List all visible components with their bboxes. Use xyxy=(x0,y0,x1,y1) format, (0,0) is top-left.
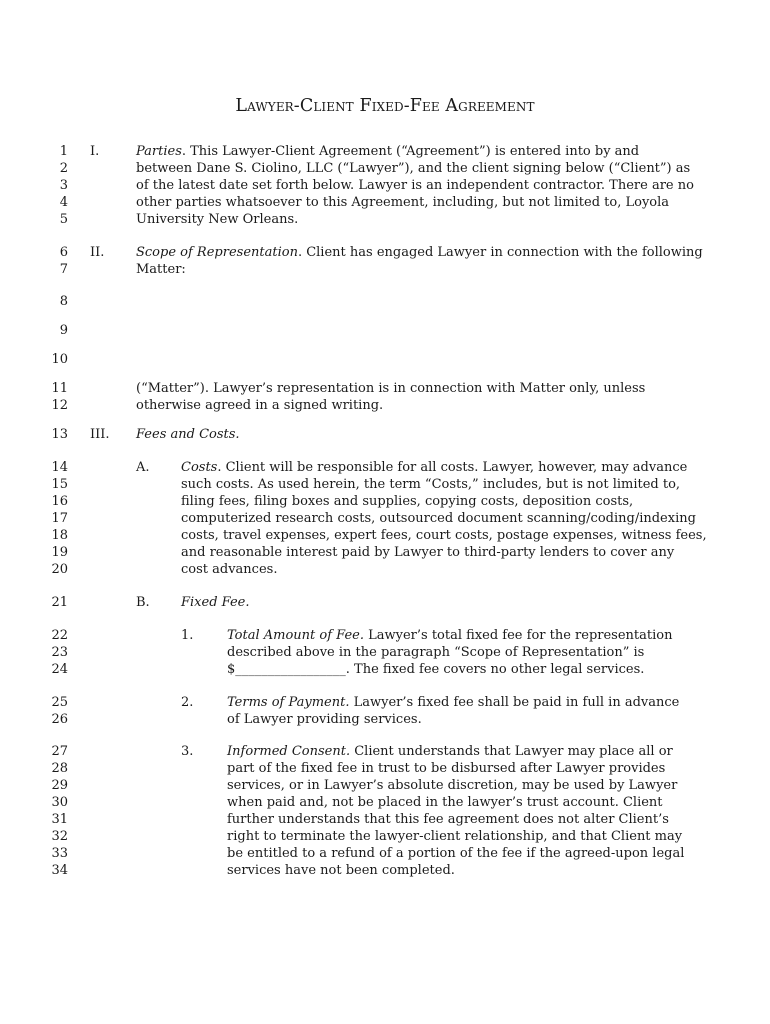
line-number: 10 xyxy=(51,352,68,367)
item-1-line xyxy=(227,644,644,661)
line-number: 6 xyxy=(59,245,68,260)
line-text: further understands that this fee agreement does not alter Client’s xyxy=(227,812,669,827)
line-text: of Lawyer providing services. xyxy=(227,712,422,727)
line-number: 30 xyxy=(51,795,68,810)
costs-line xyxy=(181,544,674,561)
section-marker-iii: III. xyxy=(90,427,110,442)
item-1-heading: Total Amount of Fee. xyxy=(227,628,364,643)
costs-heading: Costs xyxy=(181,460,218,475)
heading-suffix: . xyxy=(235,427,240,442)
line-number: 29 xyxy=(51,778,68,793)
item-3-line xyxy=(227,794,663,811)
item-marker-3: 3. xyxy=(181,744,194,759)
costs-line xyxy=(181,476,680,493)
subsection-marker-b: B. xyxy=(136,595,150,610)
line-number: 1 xyxy=(59,144,68,159)
line-number: 20 xyxy=(51,562,68,577)
line-number: 5 xyxy=(59,212,68,227)
line-text: such costs. As used herein, the term “Costs,” includes, but is not limited to, xyxy=(181,477,681,492)
parties-line xyxy=(136,177,694,194)
line-text: (“Matter”). Lawyer’s representation is in connection with Matter only, unless xyxy=(136,381,646,396)
line-number: 11 xyxy=(51,381,68,396)
line-number: 21 xyxy=(51,595,68,610)
subsection-marker-a: A. xyxy=(136,460,150,475)
line-text: between Dane S. Ciolino, LLC (“Lawyer”), and the client signing below (“Client”) as xyxy=(136,161,691,176)
line-number: 12 xyxy=(51,398,68,413)
line-text: otherwise agreed in a signed writing. xyxy=(136,398,384,413)
item-3-line xyxy=(227,862,455,879)
item-2-line xyxy=(227,711,422,728)
line-number: 26 xyxy=(51,712,68,727)
line-text: right to terminate the lawyer-client relationship, and that Client may xyxy=(227,829,683,844)
scope-after-line xyxy=(136,397,383,414)
line-number: 15 xyxy=(51,477,68,492)
line-text: services have not been completed. xyxy=(227,863,455,878)
line-text: other parties whatsoever to this Agreement, including, but not limited to, Loyola xyxy=(136,195,670,210)
line-number: 4 xyxy=(59,195,68,210)
item-3-line xyxy=(227,760,665,777)
item-3-line xyxy=(227,811,669,828)
line-number: 33 xyxy=(51,846,68,861)
fees-heading-line xyxy=(136,426,240,443)
fees-heading: Fees and Costs xyxy=(136,427,236,442)
line-text: described above in the paragraph “Scope of Representation” is xyxy=(227,645,645,660)
line-text: . Client will be responsible for all costs. Lawyer, however, may advance xyxy=(217,460,688,475)
parties-line xyxy=(136,160,690,177)
item-3-line xyxy=(227,743,673,760)
line-number: 3 xyxy=(59,178,68,193)
line-number: 22 xyxy=(51,628,68,643)
fixed-fee-heading-line xyxy=(181,594,250,611)
item-marker-2: 2. xyxy=(181,695,194,710)
item-1-line xyxy=(227,661,644,678)
fixed-fee-heading: Fixed Fee. xyxy=(181,595,250,610)
line-text: Client understands that Lawyer may place all or xyxy=(350,744,673,759)
scope-heading: Scope of Representation xyxy=(136,245,298,260)
line-text: computerized research costs, outsourced document scanning/coding/indexing xyxy=(181,511,696,526)
line-number: 32 xyxy=(51,829,68,844)
line-number: 13 xyxy=(51,427,68,442)
line-number: 17 xyxy=(51,511,68,526)
scope-after-line xyxy=(136,380,645,397)
line-text: $_________________. The fixed fee covers no other legal services. xyxy=(227,662,645,677)
line-number: 18 xyxy=(51,528,68,543)
line-text: Matter: xyxy=(136,262,186,277)
line-text: filing fees, filing boxes and supplies, copying costs, deposition costs, xyxy=(181,494,634,509)
costs-line xyxy=(181,527,707,544)
parties-line xyxy=(136,143,639,160)
line-number: 19 xyxy=(51,545,68,560)
line-text: costs, travel expenses, expert fees, court costs, postage expenses, witness fees, xyxy=(181,528,707,543)
line-number: 34 xyxy=(51,863,68,878)
line-text: of the latest date set forth below. Lawyer is an independent contractor. There are no xyxy=(136,178,694,193)
section-marker-ii: II. xyxy=(90,245,105,260)
line-text: part of the fixed fee in trust to be disbursed after Lawyer provides xyxy=(227,761,666,776)
item-2-line xyxy=(227,694,679,711)
line-number: 7 xyxy=(59,262,68,277)
line-number: 9 xyxy=(59,323,68,338)
item-1-line xyxy=(227,627,672,644)
costs-line xyxy=(181,493,633,510)
scope-line xyxy=(136,244,703,261)
line-number: 23 xyxy=(51,645,68,660)
line-text: cost advances. xyxy=(181,562,278,577)
line-text: . This Lawyer-Client Agreement (“Agreement”) is entered into by and xyxy=(181,144,640,159)
line-text: services, or in Lawyer’s absolute discretion, may be used by Lawyer xyxy=(227,778,678,793)
line-number: 28 xyxy=(51,761,68,776)
line-text: be entitled to a refund of a portion of the fee if the agreed-upon legal xyxy=(227,846,685,861)
item-3-line xyxy=(227,777,677,794)
line-number: 16 xyxy=(51,494,68,509)
line-text: Lawyer’s total fixed fee for the representation xyxy=(364,628,673,643)
line-number: 8 xyxy=(59,294,68,309)
line-number: 14 xyxy=(51,460,68,475)
line-number: 31 xyxy=(51,812,68,827)
line-number: 27 xyxy=(51,744,68,759)
section-marker-i: I. xyxy=(90,144,100,159)
line-text: when paid and, not be placed in the lawyer’s trust account. Client xyxy=(227,795,663,810)
scope-line xyxy=(136,261,186,278)
line-text: Lawyer’s fixed fee shall be paid in full in advance xyxy=(349,695,680,710)
parties-heading: Parties xyxy=(136,144,182,159)
parties-line xyxy=(136,211,298,228)
costs-line xyxy=(181,561,277,578)
line-text: . Client has engaged Lawyer in connection with the following xyxy=(297,245,703,260)
item-3-line xyxy=(227,828,682,845)
line-text: and reasonable interest paid by Lawyer to third-party lenders to cover any xyxy=(181,545,675,560)
parties-line xyxy=(136,194,669,211)
line-number: 25 xyxy=(51,695,68,710)
item-marker-1: 1. xyxy=(181,628,194,643)
item-3-line xyxy=(227,845,684,862)
line-number: 24 xyxy=(51,662,68,677)
costs-line xyxy=(181,510,696,527)
costs-line xyxy=(181,459,687,476)
line-text: University New Orleans. xyxy=(136,212,299,227)
line-number: 2 xyxy=(59,161,68,176)
item-2-heading: Terms of Payment. xyxy=(227,695,350,710)
item-3-heading: Informed Consent. xyxy=(227,744,351,759)
document-title: Lawyer-Client Fixed-Fee Agreement xyxy=(235,96,535,116)
